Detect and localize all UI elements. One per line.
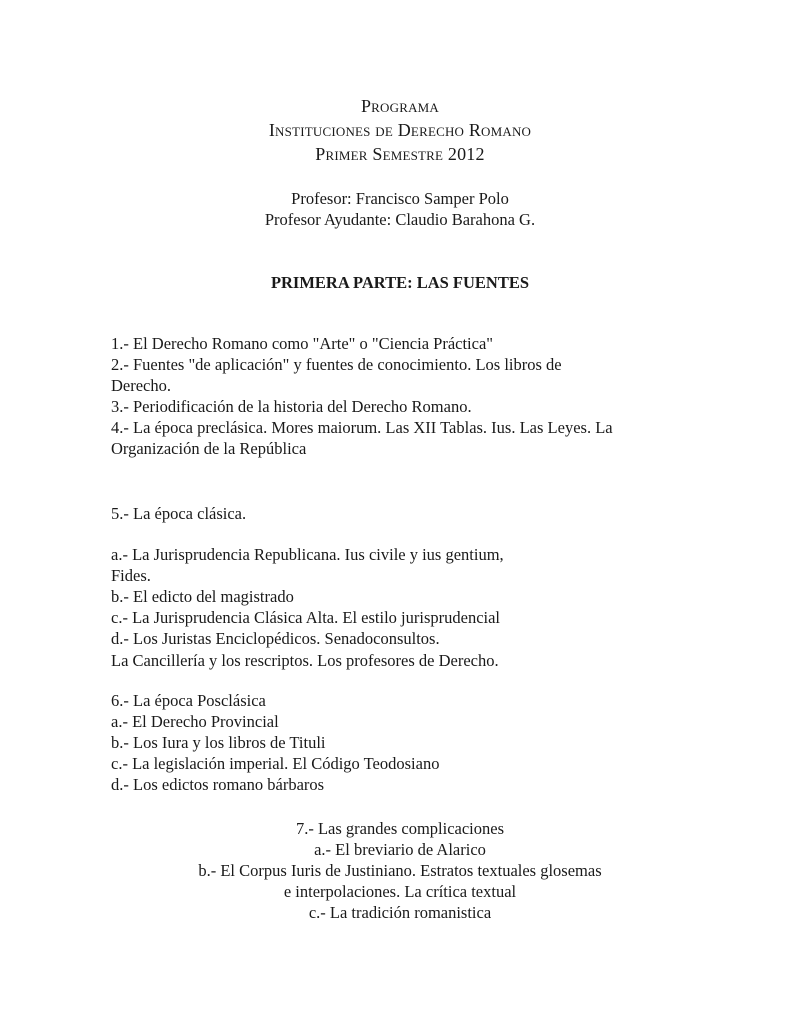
syllabus-line: a.- La Jurisprudencia Republicana. Ius civile y ius gentium, — [111, 545, 504, 564]
syllabus-line: c.- La legislación imperial. El Código Teodosiano — [111, 754, 440, 773]
syllabus-line-centered: a.- El breviario de Alarico — [314, 840, 486, 859]
professor-line: Profesor: Francisco Samper Polo — [291, 189, 509, 208]
doc-title-semester: Primer Semestre 2012 — [315, 144, 485, 164]
syllabus-line: 6.- La época Posclásica — [111, 691, 266, 710]
syllabus-line: 3.- Periodificación de la historia del Derecho Romano. — [111, 397, 472, 416]
syllabus-line: 1.- El Derecho Romano como "Arte" o "Ciencia Práctica" — [111, 334, 494, 353]
syllabus-line: 5.- La época clásica. — [111, 504, 247, 523]
syllabus-line: b.- El edicto del magistrado — [111, 587, 294, 606]
syllabus-line: 4.- La época preclásica. Mores maiorum. Las XII Tablas. Ius. Las Leyes. La — [111, 418, 613, 437]
syllabus-line: Derecho. — [111, 376, 172, 395]
syllabus-line: La Cancillería y los rescriptos. Los profesores de Derecho. — [111, 651, 499, 670]
syllabus-line: a.- El Derecho Provincial — [111, 712, 279, 731]
syllabus-line: d.- Los Juristas Enciclopédicos. Senadoconsultos. — [111, 629, 440, 648]
syllabus-line-centered: e interpolaciones. La crítica textual — [283, 882, 517, 901]
syllabus-line-centered: b.- El Corpus Iuris de Justiniano. Estratos textuales glosemas — [198, 861, 602, 880]
syllabus-line-centered: c.- La tradición romanistica — [308, 903, 492, 922]
syllabus-line: d.- Los edictos romano bárbaros — [111, 775, 325, 794]
section-title: PRIMERA PARTE: LAS FUENTES — [270, 273, 530, 292]
syllabus-line: 2.- Fuentes "de aplicación" y fuentes de conocimiento. Los libros de — [111, 355, 562, 374]
syllabus-line: c.- La Jurisprudencia Clásica Alta. El estilo jurisprudencial — [111, 608, 501, 627]
syllabus-line: Organización de la República — [111, 439, 307, 458]
syllabus-line: Fides. — [111, 566, 151, 585]
assistant-professor-line: Profesor Ayudante: Claudio Barahona G. — [264, 210, 536, 229]
doc-title-course: Instituciones de Derecho Romano — [268, 120, 532, 140]
syllabus-line-centered: 7.- Las grandes complicaciones — [295, 819, 504, 838]
doc-title-programa: Programa — [360, 96, 440, 116]
syllabus-line: b.- Los Iura y los libros de Tituli — [111, 733, 326, 752]
